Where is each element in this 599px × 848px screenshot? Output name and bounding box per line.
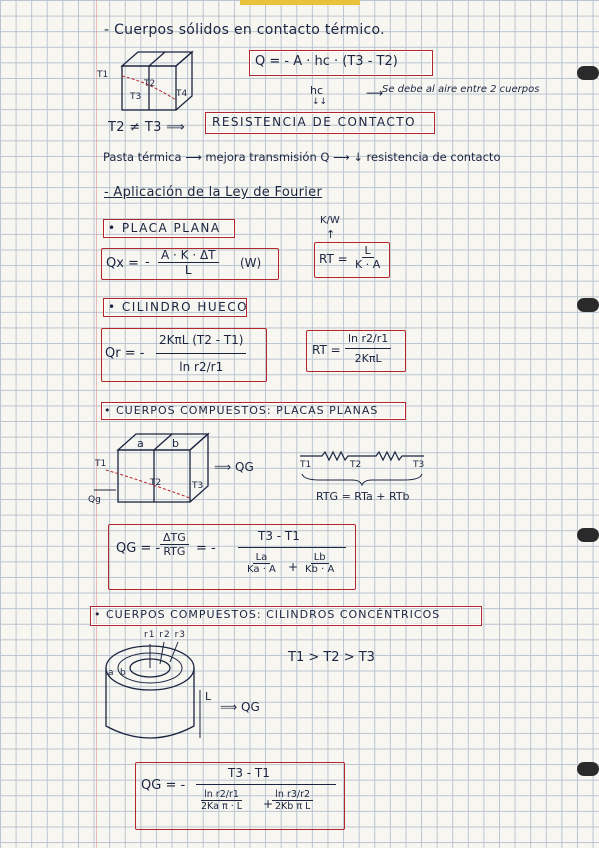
plates-q-eq: = - [196, 541, 216, 556]
label-t1: T1 [97, 70, 109, 80]
contact-formula: Q = - A · hc · (T3 - T2) [255, 54, 398, 69]
plates-t2-label: T2 [150, 478, 162, 488]
plate-r-fraction [352, 244, 383, 271]
fourier-heading: - Aplicación de la Ley de Fourier [104, 185, 323, 200]
cylinders-q-bar [196, 784, 336, 785]
plate-unit-kw: K/W [320, 215, 340, 226]
plates-q-num: T3 - T1 [258, 529, 300, 543]
margin-line [96, 0, 97, 848]
plates-q-den1-num: La [253, 552, 271, 564]
cylinder-r-den: 2KπL [354, 352, 382, 365]
paste-line: Pasta térmica ⟶ mejora transmisión Q ⟶ ↓ resistencia de contacto [103, 150, 501, 164]
cylinder-r-fraction [345, 332, 391, 365]
cylinders-q-num: T3 - T1 [228, 766, 270, 780]
plates-q-frac1 [160, 531, 189, 558]
plate-b-label: b [172, 437, 179, 450]
plates-q-bar [238, 547, 346, 548]
top-tab [240, 0, 360, 5]
hc-label: hc [310, 84, 324, 97]
cyl-a-label: a [108, 668, 114, 678]
plates-q-f1-den: RTG [163, 545, 186, 558]
binder-hole [577, 762, 599, 776]
binder-hole [577, 528, 599, 542]
plates-q-den2 [302, 552, 337, 575]
plate-q-num: A · K · ΔT [158, 248, 219, 263]
label-t4: T4 [176, 89, 188, 99]
circuit-t2: T2 [350, 460, 362, 470]
radii-labels: r1 r2 r3 [144, 630, 187, 640]
plate-r-num: L [362, 244, 374, 258]
cyl-qg-arrow: ⟹ QG [220, 700, 260, 714]
plate-a-label: a [137, 437, 144, 450]
circuit-brace [300, 472, 424, 486]
plate-q-den: L [184, 263, 192, 277]
cylinders-q-lhs: QG = - [141, 778, 186, 793]
plate-q-unit: (W) [240, 256, 262, 270]
cylinder-q-lhs: Qr = - [105, 346, 145, 361]
plates-q-den1-den: Ka · A [247, 564, 276, 575]
plate-q-lhs: Qx = [106, 256, 139, 271]
cylinder-q-num: 2KπL (T2 - T1) [156, 333, 246, 354]
plates-q-lhs: QG = - [116, 541, 161, 556]
thermal-circuit [298, 448, 428, 466]
binder-hole [577, 66, 599, 80]
rtg-sum: RTG = RTa + RTb [316, 490, 410, 503]
note-arrow: ⟶ [366, 86, 384, 100]
cylinders-q-d2-den: 2Kb π L [275, 801, 311, 812]
cylinders-q-d2-num: ln r3/r2 [272, 789, 313, 801]
t2-neq-t3: T2 ≠ T3 ⟹ [108, 120, 186, 135]
circuit-t3: T3 [413, 460, 425, 470]
cylinders-heading: • CUERPOS COMPUESTOS: CILINDROS CONCÉNTRICOS [94, 608, 441, 621]
page-title: - Cuerpos sólidos en contacto térmico. [104, 22, 385, 38]
cyl-length: L [205, 690, 212, 703]
label-t3: T3 [130, 92, 142, 102]
plates-q-den2-den: Kb · A [305, 564, 335, 575]
plate-heading: • PLACA PLANA [108, 221, 221, 235]
plates-q-f1-num: ΔTG [160, 531, 189, 545]
cylinder-heading: • CILINDRO HUECO [108, 300, 249, 314]
air-note: Se debe al aire entre 2 cuerpos [382, 84, 540, 95]
plates-heading: • CUERPOS COMPUESTOS: PLACAS PLANAS [104, 404, 379, 417]
plate-q-minus: - [145, 255, 150, 270]
plates-qg-label: Qg [88, 495, 101, 505]
cylinders-q-d1-num: ln r2/r1 [201, 789, 242, 801]
cylinders-q-plus: + [263, 797, 274, 811]
circuit-t1: T1 [300, 460, 312, 470]
composite-plates-diagram [100, 430, 220, 510]
concentric-cylinders-diagram [100, 640, 210, 750]
plates-q-plus: + [288, 560, 299, 574]
plates-qg-arrow: ⟹ QG [214, 460, 254, 474]
binder-hole [577, 298, 599, 312]
cyl-b-label: b [120, 668, 126, 678]
resistance-label: RESISTENCIA DE CONTACTO [212, 115, 417, 129]
temperature-order: T1 > T2 > T3 [288, 650, 375, 665]
plates-t1-label: T1 [95, 459, 107, 469]
plates-q-den2-num: Lb [311, 552, 329, 564]
cylinders-q-d1-den: 2Ka π · L [201, 801, 243, 812]
label-t2: T2 [144, 79, 156, 89]
plate-r-lhs: RT = [319, 252, 348, 266]
hc-arrow: ↓↓ [312, 97, 328, 107]
plate-r-den: K · A [355, 258, 381, 271]
up-arrow-icon: ↑ [326, 228, 336, 241]
plate-q-fraction [158, 248, 219, 277]
cylinder-r-num: ln r2/r1 [345, 332, 391, 349]
cylinder-q-den: ln r2/r1 [179, 360, 224, 374]
plates-q-den1 [244, 552, 279, 575]
cylinder-r-lhs: RT = [312, 343, 341, 357]
cylinders-q-d1 [198, 789, 245, 812]
cylinders-q-d2 [272, 789, 313, 812]
cylinder-q-fraction [156, 333, 246, 374]
plates-t3-label: T3 [192, 481, 204, 491]
